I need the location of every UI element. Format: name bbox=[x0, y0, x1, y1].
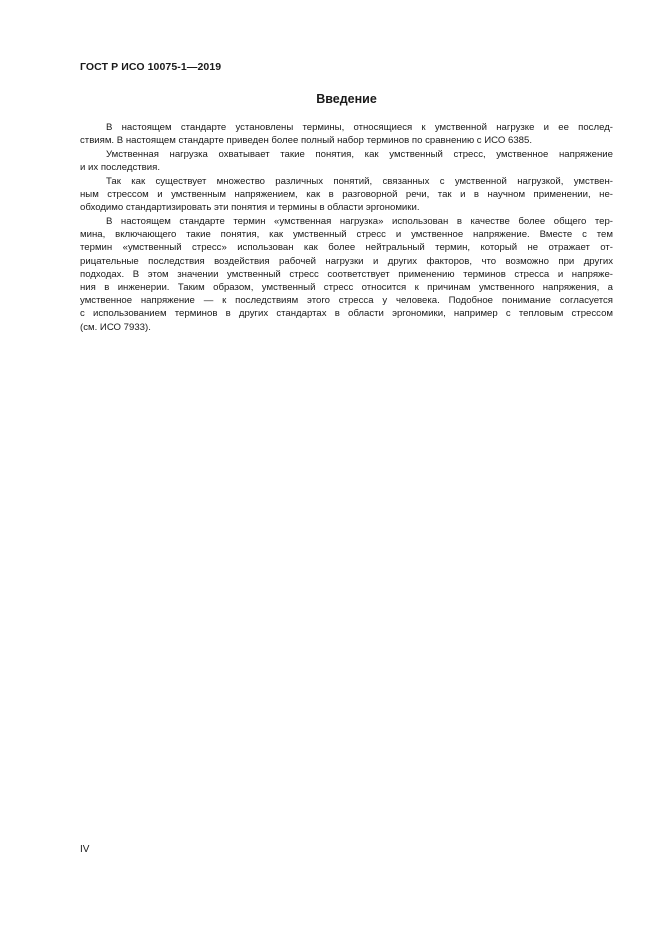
section-title: Введение bbox=[316, 92, 377, 106]
text-line: обходимо стандартизировать эти понятия и термины в области эргономики. bbox=[80, 202, 420, 214]
paragraph-standardization bbox=[80, 175, 613, 215]
text-line: мина, включающего такие понятия, как умственный стресс и умственное напряжение. Вместе с тем bbox=[80, 229, 613, 241]
text-line: умственное напряжение — к последствиям этого стресса у человека. Подобное понимание согласуется bbox=[80, 295, 613, 307]
text-line: с использованием терминов в других стандартах в области эргономики, например с тепловым стрессом bbox=[80, 308, 613, 320]
document-header: ГОСТ Р ИСО 10075-1—2019 bbox=[80, 61, 222, 73]
paragraph-scope bbox=[80, 121, 613, 147]
text-line: и их последствия. bbox=[80, 162, 161, 174]
introduction-body bbox=[80, 121, 613, 334]
text-line: В настоящем стандарте установлены термины, относящиеся к умственной нагрузке и ее послед- bbox=[106, 122, 613, 133]
text-line: ния в инженерии. Таким образом, умственный стресс относится к причинам умственного напряжения, а bbox=[80, 281, 613, 293]
text-line: (см. ИСО 7933). bbox=[80, 321, 151, 333]
paragraph-terminology bbox=[80, 215, 613, 334]
text-line: рицательные последствия воздействия рабочей нагрузки и других факторов, что возможно при других bbox=[80, 255, 613, 267]
text-line: подходах. В этом значении умственный стресс соответствует применению терминов стресса и напряже- bbox=[80, 268, 613, 280]
paragraph-mental-workload bbox=[80, 148, 613, 174]
text-line: ствиям. В настоящем стандарте приведен более полный набор терминов по сравнению с ИСО 6385. bbox=[80, 135, 533, 147]
text-line: Так как существует множество различных понятий, связанных с умственной нагрузкой, умствен- bbox=[106, 175, 613, 187]
text-line: ным стрессом и умственным напряжением, как в разговорной речи, так и в научном применении, не- bbox=[80, 189, 613, 201]
text-line: термин «умственный стресс» использован как более нейтральный термин, который не отражает от- bbox=[80, 242, 613, 254]
text-line: Умственная нагрузка охватывает такие понятия, как умственный стресс, умственное напряжение bbox=[106, 148, 613, 160]
page-number: IV bbox=[80, 844, 90, 855]
text-line: В настоящем стандарте термин «умственная нагрузка» использован в качестве более общего тер- bbox=[106, 215, 613, 227]
